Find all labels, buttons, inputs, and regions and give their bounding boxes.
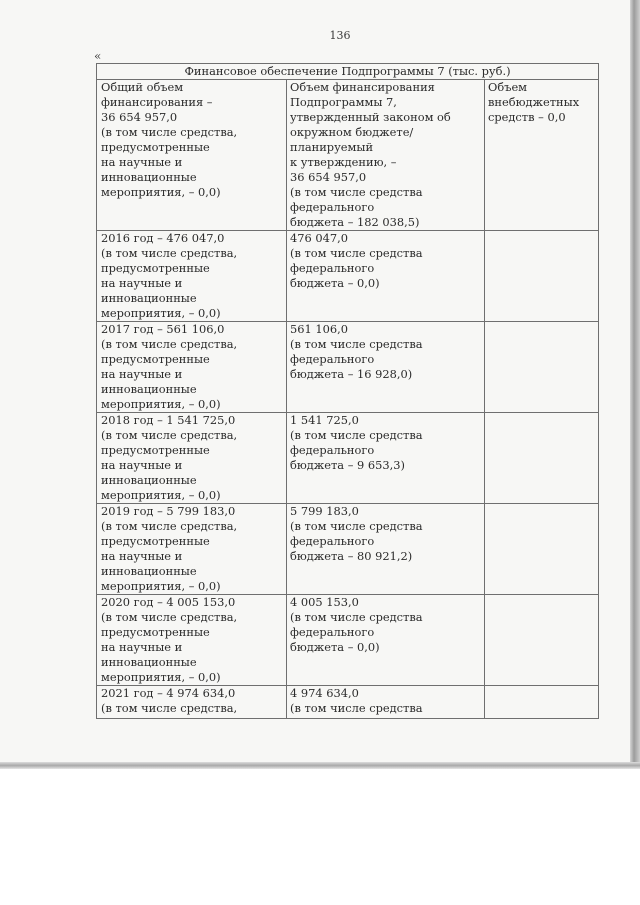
table-row xyxy=(97,595,599,686)
page-bottom-edge xyxy=(0,762,640,769)
approved-financing-cell: Объем финансирования Подпрограммы 7, утвержденный законом об окружном бюджете/ планируемый к утверждению, – 36 654 957,0 (в том числе средства федерального бюджета – 182 038,5) xyxy=(287,80,485,231)
year-total-cell: 2021 год – 4 974 634,0 (в том числе средства, xyxy=(97,686,287,719)
year-budget-cell: 1 541 725,0 (в том числе средства федерального бюджета – 9 653,3) xyxy=(287,413,485,504)
year-extrabudgetary-cell xyxy=(485,595,599,686)
year-total-cell: 2017 год – 561 106,0 (в том числе средства, предусмотренные на научные и инновационные мероприятия, – 0,0) xyxy=(97,322,287,413)
year-total-cell: 2019 год – 5 799 183,0 (в том числе средства, предусмотренные на научные и инновационные мероприятия, – 0,0) xyxy=(97,504,287,595)
year-budget-cell: 476 047,0 (в том числе средства федерального бюджета – 0,0) xyxy=(287,231,485,322)
year-total-cell: 2016 год – 476 047,0 (в том числе средства, предусмотренные на научные и инновационные мероприятия, – 0,0) xyxy=(97,231,287,322)
table-header: Финансовое обеспечение Подпрограммы 7 (тыс. руб.) xyxy=(97,64,599,80)
table-row xyxy=(97,504,599,595)
table-row xyxy=(97,322,599,413)
page-edge-shadow xyxy=(630,0,640,768)
extrabudgetary-cell: Объем внебюджетных средств – 0,0 xyxy=(485,80,599,231)
page-number: 136 xyxy=(329,29,351,42)
table-row xyxy=(97,413,599,504)
opening-quote: « xyxy=(94,49,102,63)
year-extrabudgetary-cell xyxy=(485,504,599,595)
year-budget-cell: 561 106,0 (в том числе средства федерального бюджета – 16 928,0) xyxy=(287,322,485,413)
year-total-cell: 2020 год – 4 005 153,0 (в том числе средства, предусмотренные на научные и инновационные мероприятия, – 0,0) xyxy=(97,595,287,686)
year-extrabudgetary-cell xyxy=(485,686,599,719)
year-budget-cell: 4 005 153,0 (в том числе средства федерального бюджета – 0,0) xyxy=(287,595,485,686)
table-row-total xyxy=(97,80,599,231)
table-header-row xyxy=(97,64,599,80)
year-total-cell: 2018 год – 1 541 725,0 (в том числе средства, предусмотренные на научные и инновационные мероприятия, – 0,0) xyxy=(97,413,287,504)
year-extrabudgetary-cell xyxy=(485,231,599,322)
year-budget-cell: 5 799 183,0 (в том числе средства федерального бюджета – 80 921,2) xyxy=(287,504,485,595)
year-extrabudgetary-cell xyxy=(485,322,599,413)
financing-table xyxy=(96,63,599,719)
total-financing-cell: Общий объем финансирования – 36 654 957,0 (в том числе средства, предусмотренные на научные и инновационные мероприятия, – 0,0) xyxy=(97,80,287,231)
table-row xyxy=(97,686,599,719)
table-row xyxy=(97,231,599,322)
year-extrabudgetary-cell xyxy=(485,413,599,504)
year-budget-cell: 4 974 634,0 (в том числе средства xyxy=(287,686,485,719)
